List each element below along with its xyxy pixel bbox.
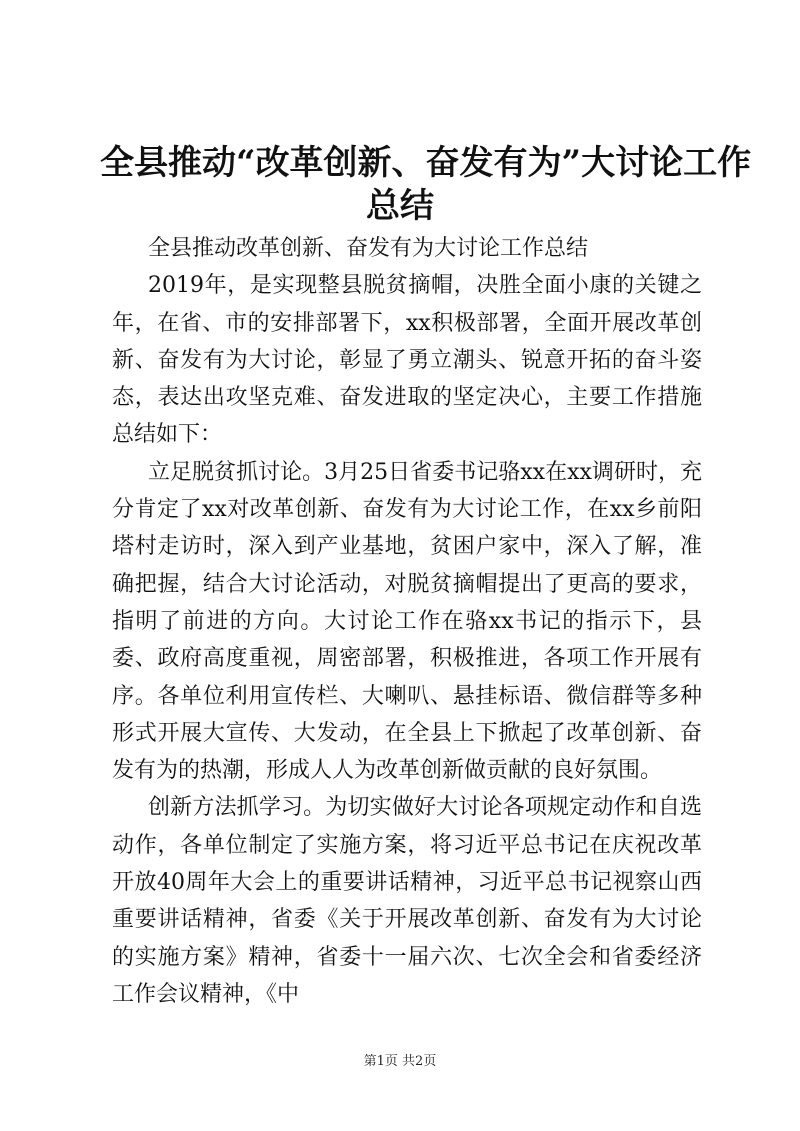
- document-title-line-1: 全县推动“改革创新、奋发有为”大讨论工作: [100, 143, 752, 183]
- subtitle-paragraph: 全县推动改革创新、奋发有为大讨论工作总结: [148, 236, 589, 261]
- intro-paragraph: 2019年，是实现整县脱贫摘帽，决胜全面小康的关键之年，在省、市的安排部署下，xx积极部署，全面开展改革创新、奋发有为大讨论，彰显了勇立潮头、锐意开拓的奋斗姿态，表达出攻坚克难、奋发进取的坚定决心，主要工作措施总结如下：: [112, 273, 702, 448]
- page-footer: 第1页 共2页: [363, 1054, 437, 1069]
- innovation-study-paragraph: 创新方法抓学习。为切实做好大讨论各项规定动作和自选动作，各单位制定了实施方案，将习近平总书记在庆祝改革开放40周年大会上的重要讲话精神，习近平总书记视察山西重要讲话精神，省委《关于开展改革创新、奋发有为大讨论的实施方案》精神，省委十一届六次、七次全会和省委经济工作会议精神，《中: [112, 795, 702, 1007]
- document-body: [112, 230, 702, 1013]
- document-title-line-2: 总结: [366, 186, 434, 226]
- poverty-discussion-paragraph: 立足脱贫抓讨论。3月25日省委书记骆xx在xx调研时，充分肯定了xx对改革创新、奋发有为大讨论工作，在xx乡前阳塔村走访时，深入到产业基地，贫困户家中，深入了解，准确把握，结合大讨论活动，对脱贫摘帽提出了更高的要求，指明了前进的方向。大讨论工作在骆xx书记的指示下，县委、政府高度重视，周密部署，积极推进，各项工作开展有序。各单位利用宣传栏、大喇叭、悬挂标语、微信群等多种形式开展大宣传、大发动，在全县上下掀起了改革创新、奋发有为的热潮，形成人人为改革创新做贡献的良好氛围。: [112, 459, 702, 784]
